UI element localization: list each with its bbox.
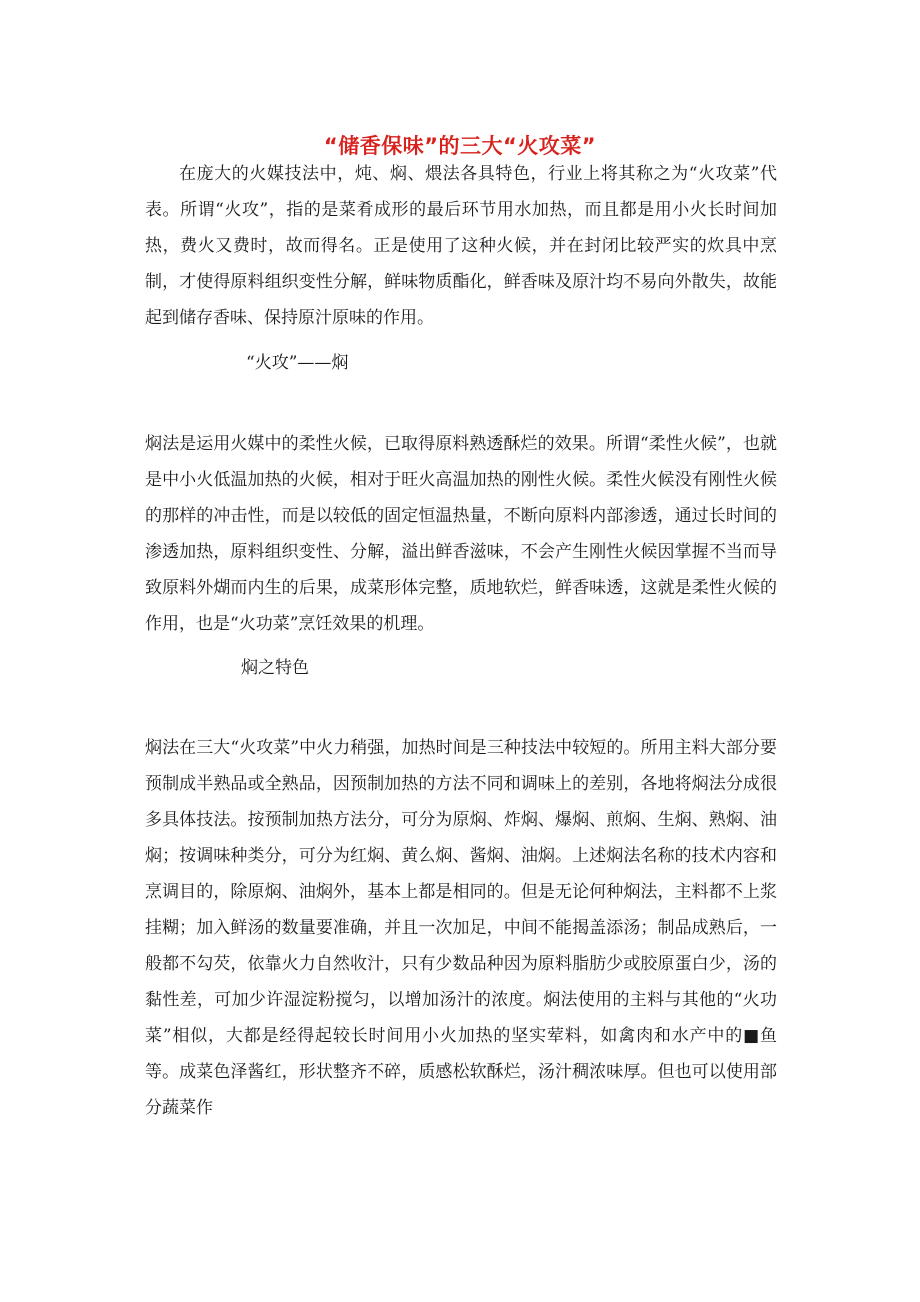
section1-paragraph: 焖法是运用火媒中的柔性火候，已取得原料熟透酥烂的效果。所谓“柔性火候”，也就是中小火低温加热的火候，相对于旺火高温加热的刚性火候。柔性火候没有刚性火候的那样的冲击性，而是以较低的固定恒温热量，不断向原料内部渗透，通过长时间的渗透加热，原料组织变性、分解，溢出鲜香滋味，不会产生刚性火候因掌握不当而导致原料外煳而内生的后果，成菜形体完整，质地软烂，鲜香味透，这就是柔性火候的作用，也是“火功菜”烹饪效果的机理。	[145, 434, 777, 634]
document-title: “储香保味”的三大“火攻菜”	[323, 134, 597, 159]
section-heading-men-features: 焖之特色	[241, 658, 309, 678]
section2-paragraph: 焖法在三大“火攻菜”中火力稍强，加热时间是三种技法中较短的。所用主料大部分要预制成半熟品或全熟品，因预制加热的方法不同和调味上的差别，各地将焖法分成很多具体技法。按预制加热方法分，可分为原焖、炸焖、爆焖、煎焖、生焖、熟焖、油焖；按调味种类分，可分为红焖、黄么焖、酱焖、油焖。上述焖法名称的技术内容和烹调目的，除原焖、油焖外，基本上都是相同的。但是无论何种焖法，主料都不上浆挂糊；加入鲜汤的数量要准确，并且一次加足，中间不能揭盖添汤；制品成熟后，一般都不勾芡，依靠火力自然收汁，只有少数品种因为原料脂肪少或胶原蛋白少，汤的黏性差，可加少许湿淀粉搅匀，以增加汤汁的浓度。焖法使用的主料与其他的“火功菜”相似，大都是经得起较长时间用小火加热的坚实荤料，如禽肉和水产中的■鱼等。成菜色泽酱红，形状整齐不碎，质感松软酥烂，汤汁稠浓味厚。但也可以使用部分蔬菜作	[145, 738, 777, 1118]
intro-paragraph: 在庞大的火媒技法中，炖、焖、煨法各具特色，行业上将其称之为“火攻菜”代表。所谓“火攻”，指的是菜肴成形的最后环节用水加热，而且都是用小火长时间加热，费火又费时，故而得名。正是使用了这种火候，并在封闭比较严实的炊具中烹制，才使得原料组织变性分解，鲜味物质酯化，鲜香味及原汁均不易向外散失，故能起到储存香味、保持原汁原味的作用。	[145, 164, 777, 328]
section-heading-huogong-men: “火攻”——焖	[246, 353, 349, 373]
